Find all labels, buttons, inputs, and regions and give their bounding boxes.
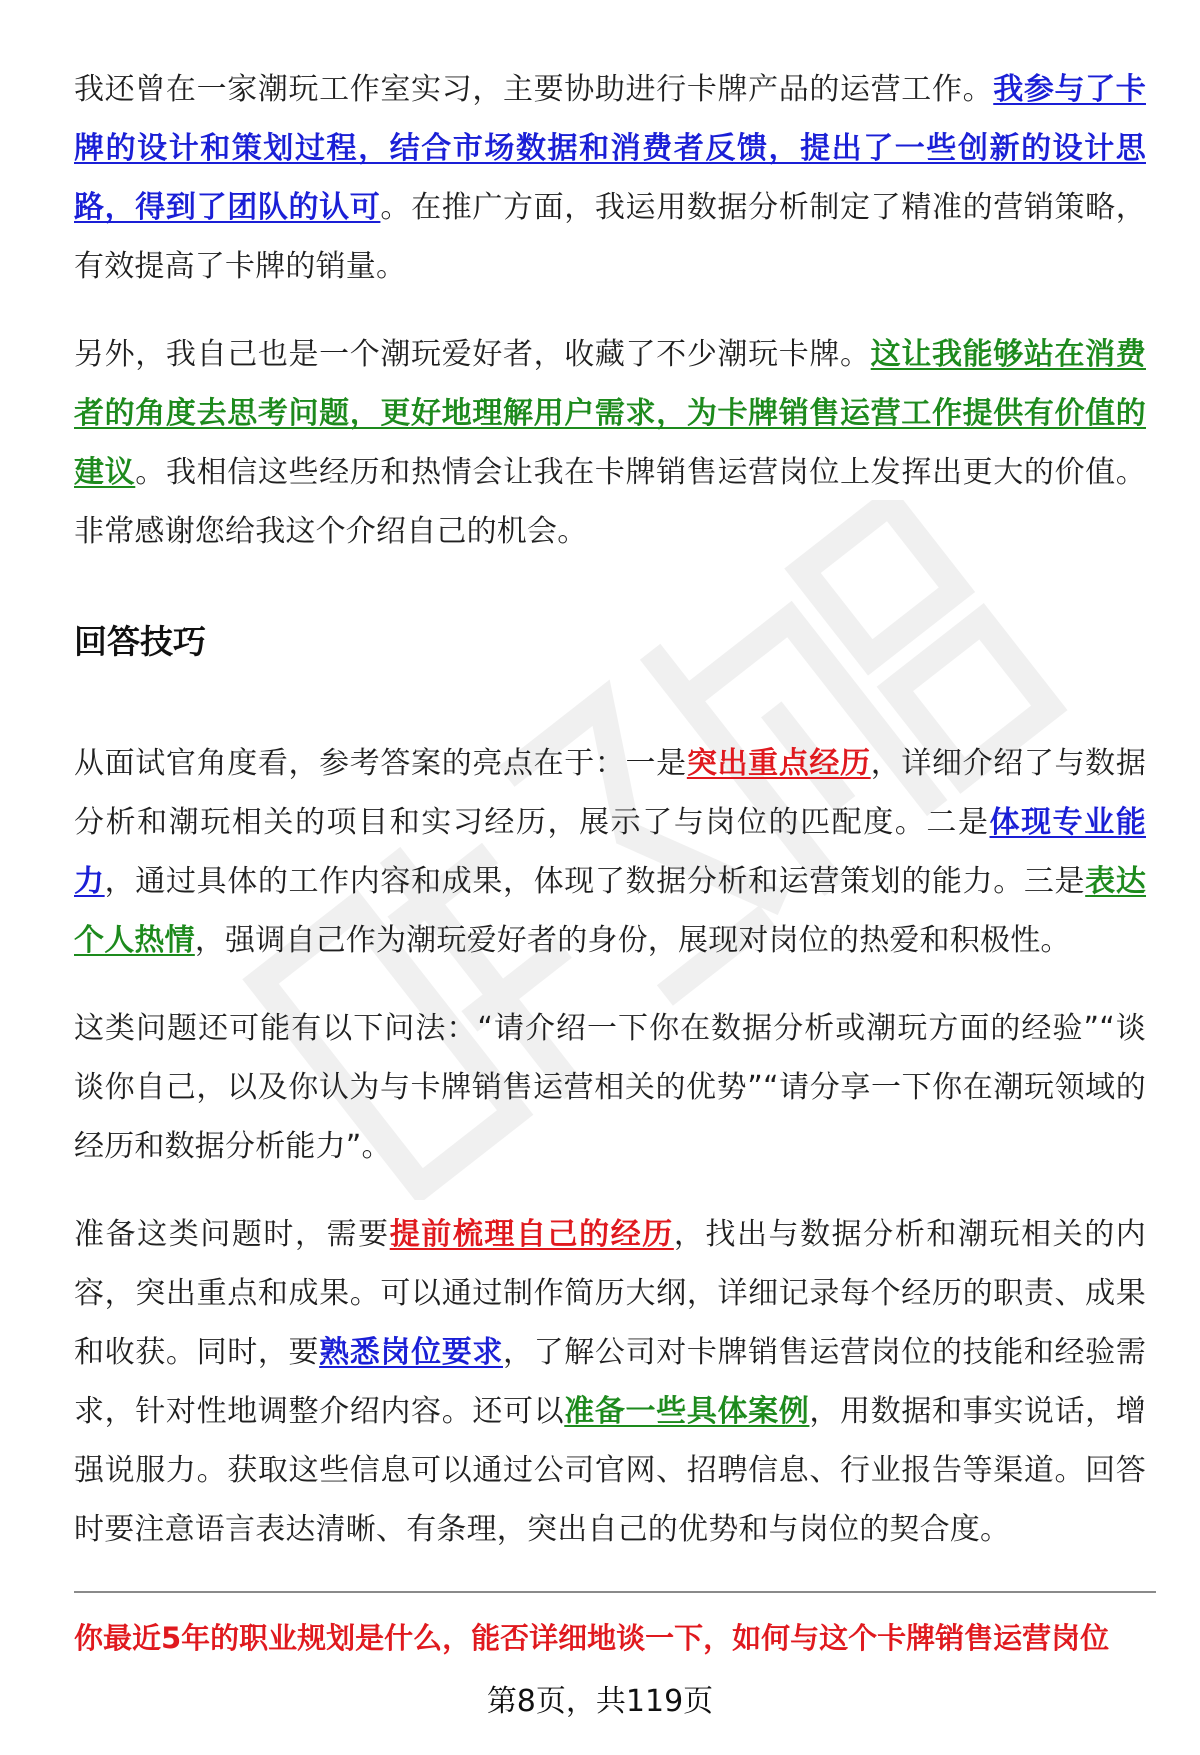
text-run: 。我相信这些经历和热情会让我在卡牌销售运营岗位上发挥出更大的价值。非常感谢您给我这个介绍自己的机会。 (74, 455, 1146, 549)
highlight-professional-ability: 体现专业能力 (74, 805, 1146, 899)
highlight-passion: 表达个人热情 (74, 864, 1147, 958)
highlight-know-requirements: 熟悉岗位要求 (319, 1335, 503, 1370)
highlight-design-contribution: 我参与了卡牌的设计和策划过程，结合市场数据和消费者反馈，提出了一些创新的设计思路，得到了团队的认可 (74, 72, 1146, 225)
divider (74, 1591, 1156, 1593)
text-run: 这类问题还可能有以下问法：“请介绍一下你在数据分析或潮玩方面的经验”“谈谈你自己，以及你认为与卡牌销售运营相关的优势”“请分享一下你在潮玩领域的经历和数据分析能力”。 (74, 1011, 1146, 1164)
text-run: ，了解公司对卡牌销售运营岗位的技能和经验需求，针对性地调整介绍内容。还可以 (74, 1335, 1147, 1429)
text-run: 我还曾在一家潮玩工作室实习，主要协助进行卡牌产品的运营工作。 (74, 72, 994, 107)
page-number: 第8页，共119页 (486, 1684, 714, 1719)
paragraph-internship (74, 60, 1146, 296)
text-run: 。在推广方面，我运用数据分析制定了精准的营销策略，有效提高了卡牌的销量。 (74, 190, 1147, 284)
highlight-key-experience: 突出重点经历 (686, 746, 871, 781)
tips-block (74, 734, 1146, 1559)
paragraph-alt-questions (74, 999, 1146, 1176)
section-title: 回答技巧 (74, 622, 206, 661)
text-run: 从面试官角度看，参考答案的亮点在于：一是 (74, 746, 687, 781)
highlight-prepare-cases: 准备一些具体案例 (564, 1394, 810, 1429)
paragraph-hobbyist (74, 325, 1146, 561)
highlight-sort-experience: 提前梳理自己的经历 (389, 1217, 674, 1252)
text-run: ，强调自己作为潮玩爱好者的身份，展现对岗位的热爱和积极性。 (194, 923, 1071, 958)
next-question-heading: 你最近5年的职业规划是什么，能否详细地谈一下，如何与这个卡牌销售运营岗位 (74, 1621, 1110, 1655)
text-run: ，通过具体的工作内容和成果，体现了数据分析和运营策划的能力。三是 (104, 864, 1086, 899)
text-run: 另外，我自己也是一个潮玩爱好者，收藏了不少潮玩卡牌。 (74, 337, 871, 372)
text-run: ，详细介绍了与数据分析和潮玩相关的项目和实习经历，展示了与岗位的匹配度。二是 (74, 746, 1147, 840)
text-run: ，用数据和事实说话，增强说服力。获取这些信息可以通过公司官网、招聘信息、行业报告等渠道。回答时要注意语言表达清晰、有条理，突出自己的优势和与岗位的契合度。 (74, 1394, 1147, 1547)
text-run: ，找出与数据分析和潮玩相关的内容，突出重点和成果。可以通过制作简历大纲，详细记录每个经历的职责、成果和收获。同时，要 (74, 1217, 1146, 1370)
paragraph-highlights (74, 734, 1146, 970)
document-body (74, 60, 1147, 1547)
highlight-consumer-perspective: 这让我能够站在消费者的角度去思考问题，更好地理解用户需求，为卡牌销售运营工作提供有价值的建议 (74, 337, 1146, 490)
paragraph-preparation (74, 1205, 1146, 1559)
text-run: 准备这类问题时，需要 (74, 1217, 390, 1252)
